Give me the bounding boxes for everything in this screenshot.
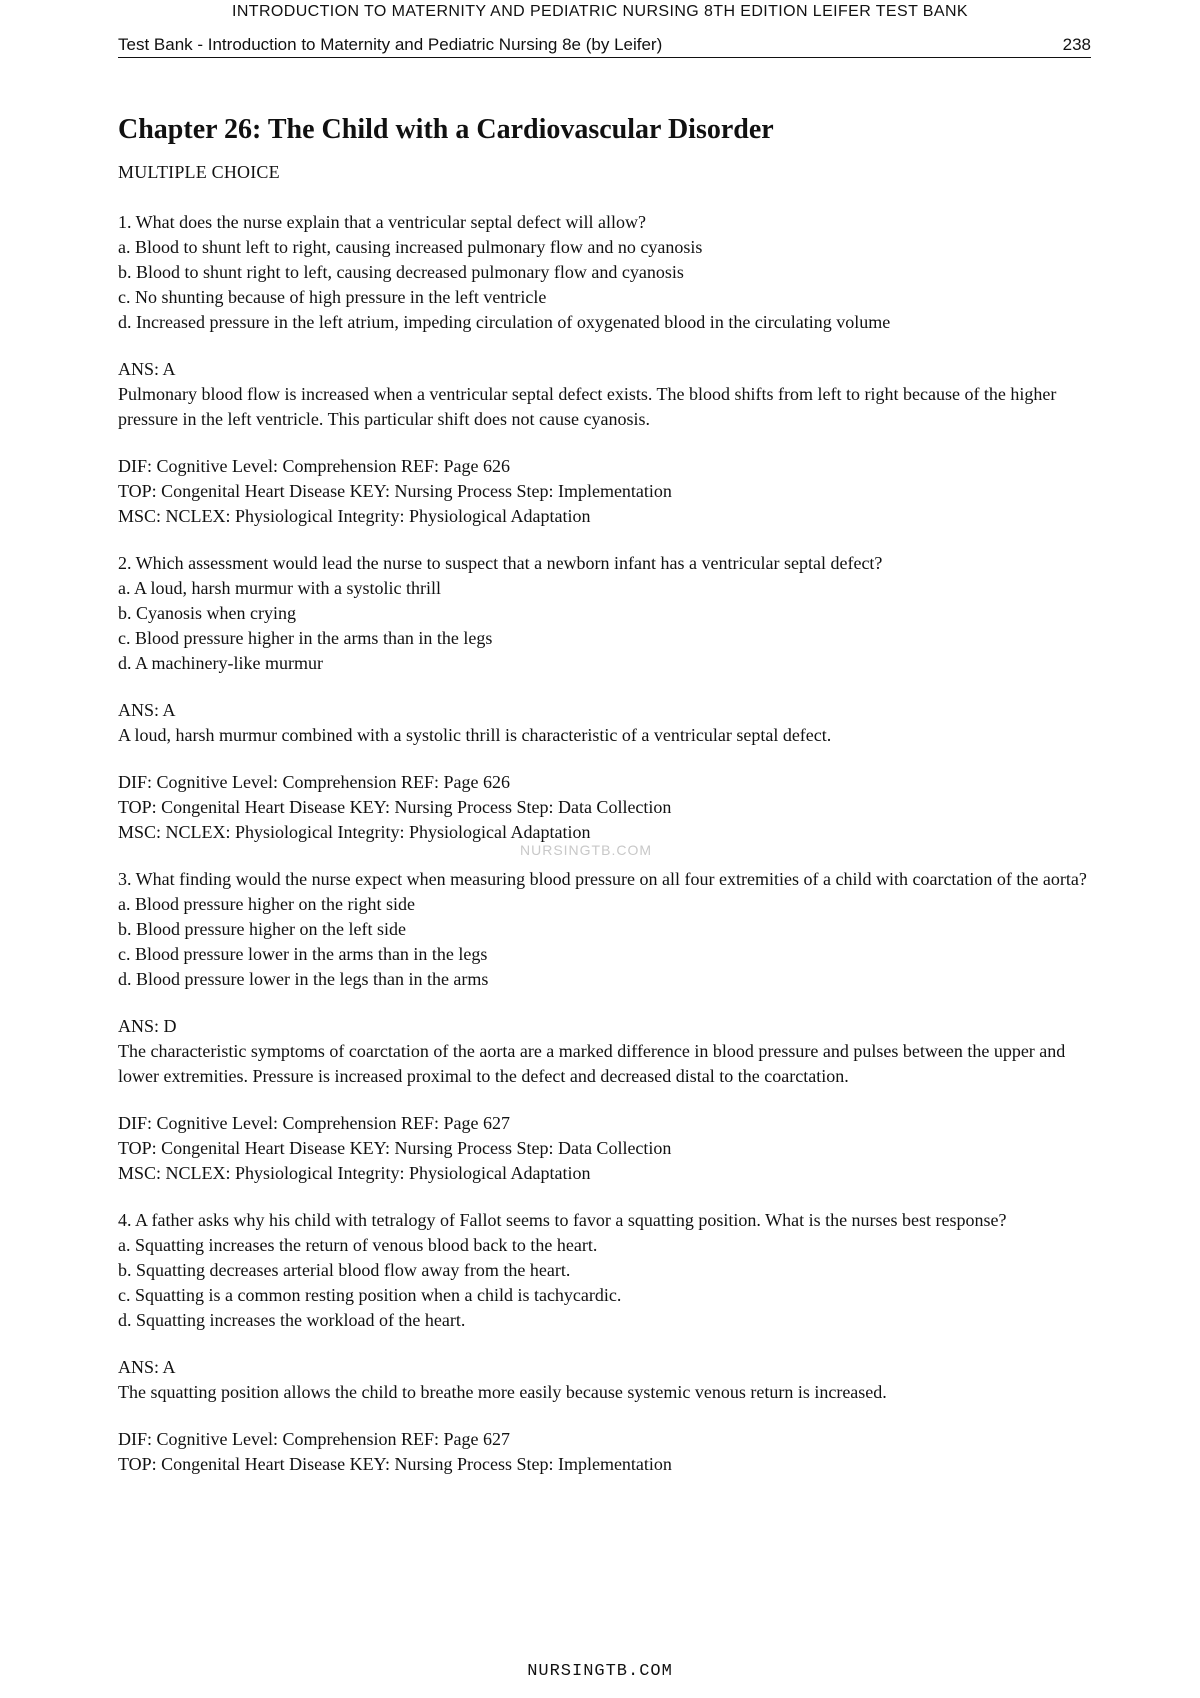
topic-key: TOP: Congenital Heart Disease KEY: Nursing Process Step: Data Collection xyxy=(118,797,672,817)
option-b: b. Blood to shunt right to left, causing decreased pulmonary flow and cyanosis xyxy=(118,262,684,282)
top-banner: INTRODUCTION TO MATERNITY AND PEDIATRIC NURSING 8TH EDITION LEIFER TEST BANK xyxy=(232,3,968,20)
difficulty-ref: DIF: Cognitive Level: Comprehension REF: Page 627 xyxy=(118,1113,510,1133)
question-text: 2. Which assessment would lead the nurse to suspect that a newborn infant has a ventricular septal defect? xyxy=(118,553,883,573)
topic-key: TOP: Congenital Heart Disease KEY: Nursing Process Step: Implementation xyxy=(118,1454,672,1474)
topic-key: TOP: Congenital Heart Disease KEY: Nursing Process Step: Implementation xyxy=(118,481,672,501)
msc-line: MSC: NCLEX: Physiological Integrity: Physiological Adaptation xyxy=(118,506,591,526)
answer-key: ANS: A xyxy=(118,700,176,720)
option-a: a. Blood pressure higher on the right side xyxy=(118,894,415,914)
option-b: b. Squatting decreases arterial blood flow away from the heart. xyxy=(118,1260,571,1280)
chapter-title: Chapter 26: The Child with a Cardiovascular Disorder xyxy=(118,114,774,145)
question-1 xyxy=(118,210,1093,529)
option-c: c. Blood pressure lower in the arms than in the legs xyxy=(118,944,488,964)
question-text: 4. A father asks why his child with tetralogy of Fallot seems to favor a squatting position. What is the nurses best response? xyxy=(118,1210,1007,1230)
option-b: b. Blood pressure higher on the left side xyxy=(118,919,406,939)
option-d: d. A machinery-like murmur xyxy=(118,653,323,673)
difficulty-ref: DIF: Cognitive Level: Comprehension REF: Page 627 xyxy=(118,1429,510,1449)
option-c: c. No shunting because of high pressure in the left ventricle xyxy=(118,287,547,307)
msc-line: MSC: NCLEX: Physiological Integrity: Physiological Adaptation xyxy=(118,822,591,842)
option-c: c. Blood pressure higher in the arms than in the legs xyxy=(118,628,493,648)
rationale: Pulmonary blood flow is increased when a ventricular septal defect exists. The blood shifts from left to right because of the higher pressure in the left ventricle. This particular shift does not cause cyanosis. xyxy=(118,384,1057,429)
question-3 xyxy=(118,867,1093,1186)
header-title: Test Bank - Introduction to Maternity and Pediatric Nursing 8e (by Leifer) xyxy=(118,35,663,54)
msc-line: MSC: NCLEX: Physiological Integrity: Physiological Adaptation xyxy=(118,1163,591,1183)
answer-key: ANS: D xyxy=(118,1016,177,1036)
option-d: d. Increased pressure in the left atrium, impeding circulation of oxygenated blood in the circulating volume xyxy=(118,312,891,332)
question-text: 1. What does the nurse explain that a ventricular septal defect will allow? xyxy=(118,212,646,232)
page-number: 238 xyxy=(1062,35,1091,54)
difficulty-ref: DIF: Cognitive Level: Comprehension REF: Page 626 xyxy=(118,772,510,792)
answer-key: ANS: A xyxy=(118,359,176,379)
rationale: The characteristic symptoms of coarctation of the aorta are a marked difference in blood pressure and pulses between the upper and lower extremities. Pressure is increased proximal to the defect and decreased distal to the coarctation. xyxy=(118,1041,1066,1086)
option-b: b. Cyanosis when crying xyxy=(118,603,296,623)
rationale: A loud, harsh murmur combined with a systolic thrill is characteristic of a ventricular septal defect. xyxy=(118,725,832,745)
option-d: d. Blood pressure lower in the legs than in the arms xyxy=(118,969,489,989)
option-d: d. Squatting increases the workload of the heart. xyxy=(118,1310,466,1330)
topic-key: TOP: Congenital Heart Disease KEY: Nursing Process Step: Data Collection xyxy=(118,1138,672,1158)
footer: NURSINGTB.COM xyxy=(527,1662,673,1681)
running-header xyxy=(118,34,1091,58)
option-a: a. A loud, harsh murmur with a systolic thrill xyxy=(118,578,441,598)
difficulty-ref: DIF: Cognitive Level: Comprehension REF: Page 626 xyxy=(118,456,510,476)
question-text: 3. What finding would the nurse expect when measuring blood pressure on all four extremities of a child with coarctation of the aorta? xyxy=(118,869,1087,889)
watermark: NURSINGTB.COM xyxy=(520,842,652,858)
answer-key: ANS: A xyxy=(118,1357,176,1377)
option-c: c. Squatting is a common resting position when a child is tachycardic. xyxy=(118,1285,622,1305)
section-label: MULTIPLE CHOICE xyxy=(118,162,280,182)
question-4 xyxy=(118,1208,1093,1477)
rationale: The squatting position allows the child to breathe more easily because systemic venous return is increased. xyxy=(118,1382,887,1402)
option-a: a. Blood to shunt left to right, causing increased pulmonary flow and no cyanosis xyxy=(118,237,703,257)
document-body xyxy=(118,112,1093,1499)
option-a: a. Squatting increases the return of venous blood back to the heart. xyxy=(118,1235,598,1255)
question-2 xyxy=(118,551,1093,845)
